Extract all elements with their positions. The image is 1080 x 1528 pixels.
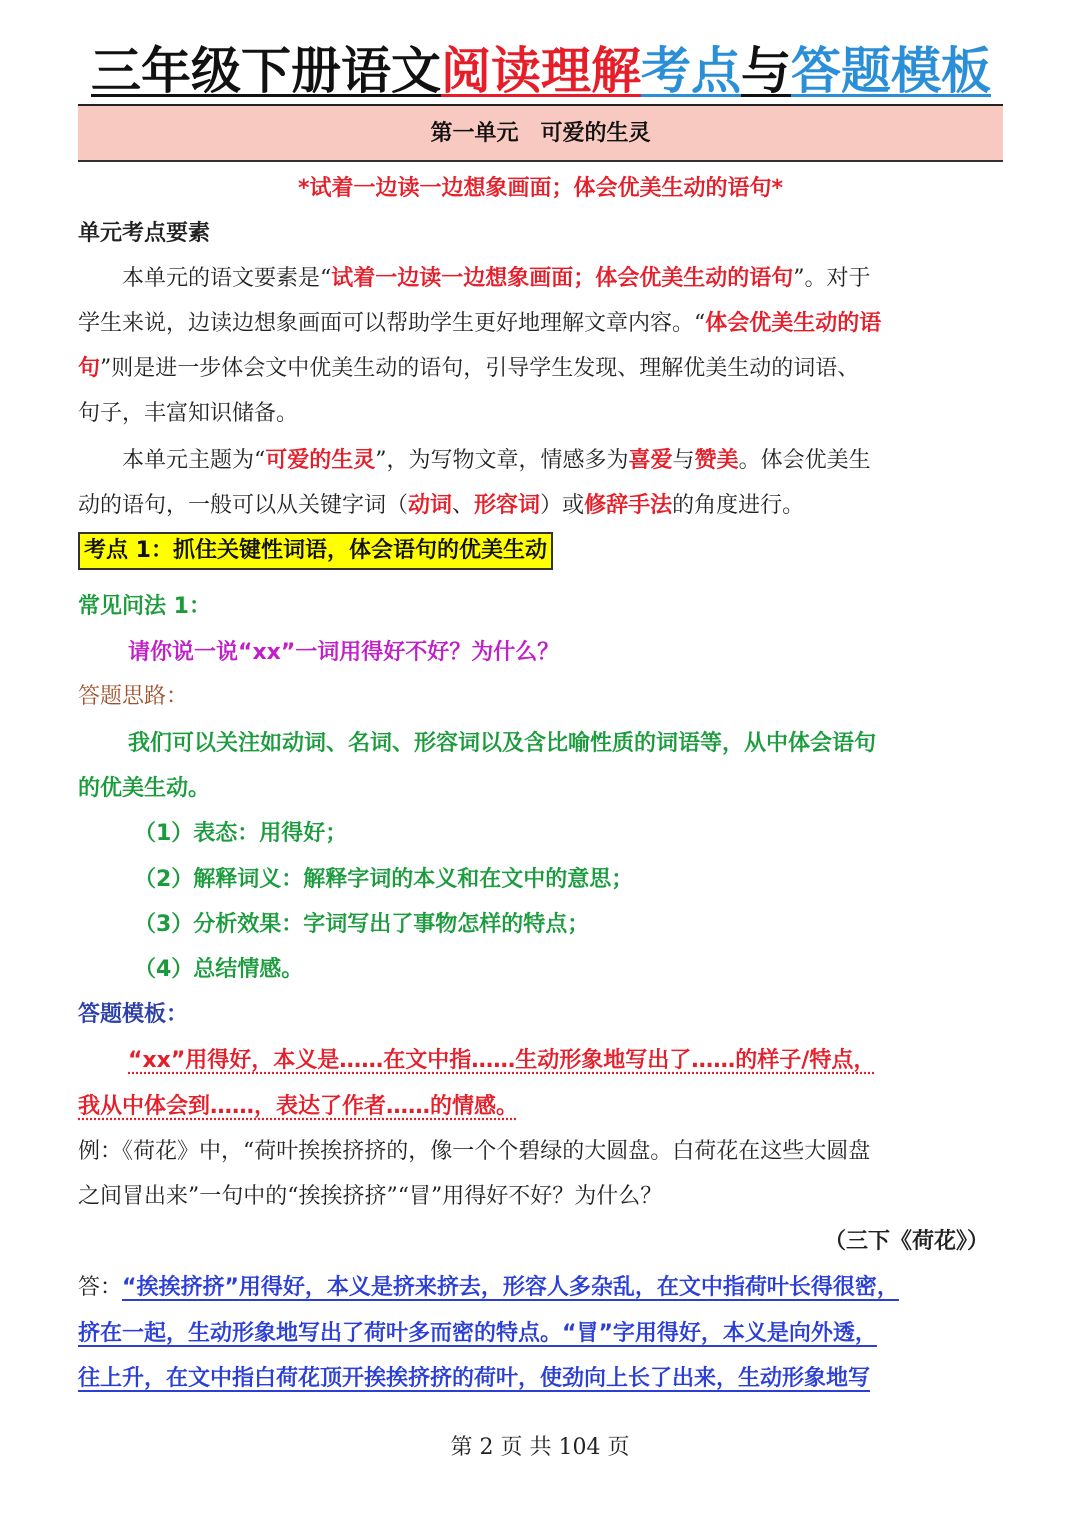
template-line1 (78, 1038, 1003, 1083)
example-source: （三下《荷花》） (823, 1229, 989, 1254)
answer-line1 (78, 1265, 1003, 1310)
text-run: 动的语句，一般可以从关键字词（ (78, 493, 409, 518)
title-part-2: 阅读理解 (441, 42, 641, 100)
para1-line4: 句子，丰富知识储备。 (78, 401, 299, 426)
template-line2 (78, 1084, 1003, 1129)
para1-line2 (78, 301, 1003, 346)
common-question-label: 常见问法 1： (78, 594, 211, 619)
common-question: 请你说一说“xx”一词用得好不好？为什么？ (128, 640, 560, 665)
emphasis-run: 体会优美生动的语 (705, 311, 882, 336)
answer-line3 (78, 1356, 1003, 1401)
answer-prefix: 答： (78, 1275, 123, 1300)
approach-label: 答题思路： (78, 684, 189, 709)
page-title (80, 38, 1002, 104)
emphasis-run: 赞美 (694, 448, 739, 473)
emphasis-run: 修辞手法 (584, 493, 673, 518)
answer-text: “挨挨挤挤”用得好，本义是挤来挤去，形容人多杂乱，在文中指荷叶长得很密， (122, 1275, 899, 1300)
page-footer: 第 2 页 共 104 页 (450, 1435, 630, 1460)
para1-line1 (78, 256, 1003, 301)
approach-step-2: （2）解释词义：解释字词的本义和在文中的意思； (134, 867, 634, 892)
approach-line1: 我们可以关注如动词、名词、形容词以及含比喻性质的词语等，从中体会语句 (128, 731, 877, 756)
emphasis-run: 试着一边读一边想象画面；体会优美生动的语句 (331, 266, 794, 291)
emphasis-run: 动词 (408, 493, 453, 518)
text-run: ”。对于 (793, 266, 871, 291)
para2-line2 (78, 483, 1003, 528)
para1-line3 (78, 346, 1003, 391)
emphasis-run: 可爱的生灵 (265, 448, 376, 473)
emphasis-run: 形容词 (474, 493, 541, 518)
text-run: 本单元的语文要素是“ (78, 266, 332, 291)
title-part-3: 考点 (641, 42, 741, 100)
title-part-5: 答题模板 (791, 42, 991, 100)
answer-text: 往上升，在文中指白荷花顶开挨挨挤挤的荷叶，使劲向上长了出来，生动形象地写 (78, 1366, 871, 1391)
answer-line2 (78, 1311, 1003, 1356)
text-run: ”则是进一步体会文中优美生动的语句，引导学生发现、理解优美生动的词语、 (100, 356, 860, 381)
title-part-1: 三年级下册语文 (91, 42, 441, 100)
template-text: 我从中体会到……，表达了作者……的情感。 (78, 1094, 519, 1119)
approach-step-4: （4）总结情感。 (134, 957, 304, 982)
text-run: 学生来说，边读边想象画面可以帮助学生更好地理解文章内容。“ (78, 311, 706, 336)
approach-line2: 的优美生动。 (78, 776, 211, 801)
text-run: 的角度进行。 (672, 493, 805, 518)
answer-text: 挤在一起，生动形象地写出了荷叶多而密的特点。“冒”字用得好，本义是向外透， (78, 1321, 877, 1346)
approach-step-3: （3）分析效果：字词写出了事物怎样的特点； (134, 912, 590, 937)
title-part-4: 与 (741, 42, 791, 100)
kaodian-1-heading: 考点 1：抓住关键性词语，体会语句的优美生动 (78, 532, 553, 570)
emphasis-run: 句 (78, 356, 101, 381)
text-run: ）或 (540, 493, 585, 518)
example-line2: 之间冒出来”一句中的“挨挨挤挤”“冒”用得好不好？为什么？ (78, 1184, 663, 1209)
approach-step-1: （1）表态：用得好； (134, 821, 348, 846)
para2-line1 (78, 438, 1003, 483)
unit-band: 第一单元 可爱的生灵 (78, 106, 1003, 162)
text-run: 。体会优美生 (738, 448, 871, 473)
text-run: 、 (452, 493, 475, 518)
text-run: ”，为写物文章，情感多为 (375, 448, 629, 473)
template-text: “xx”用得好，本义是……在文中指……生动形象地写出了……的样子/特点， (128, 1048, 876, 1073)
example-line1: 例：《荷花》中，“荷叶挨挨挤挤的，像一个个碧绿的大圆盘。白荷花在这些大圆盘 (78, 1139, 871, 1164)
text-run: 与 (672, 448, 695, 473)
unit-slogan: *试着一边读一边想象画面；体会优美生动的语句* (297, 176, 783, 201)
section-heading: 单元考点要素 (78, 221, 211, 246)
emphasis-run: 喜爱 (628, 448, 673, 473)
template-label: 答题模板： (78, 1002, 189, 1027)
text-run: 本单元主题为“ (78, 448, 266, 473)
